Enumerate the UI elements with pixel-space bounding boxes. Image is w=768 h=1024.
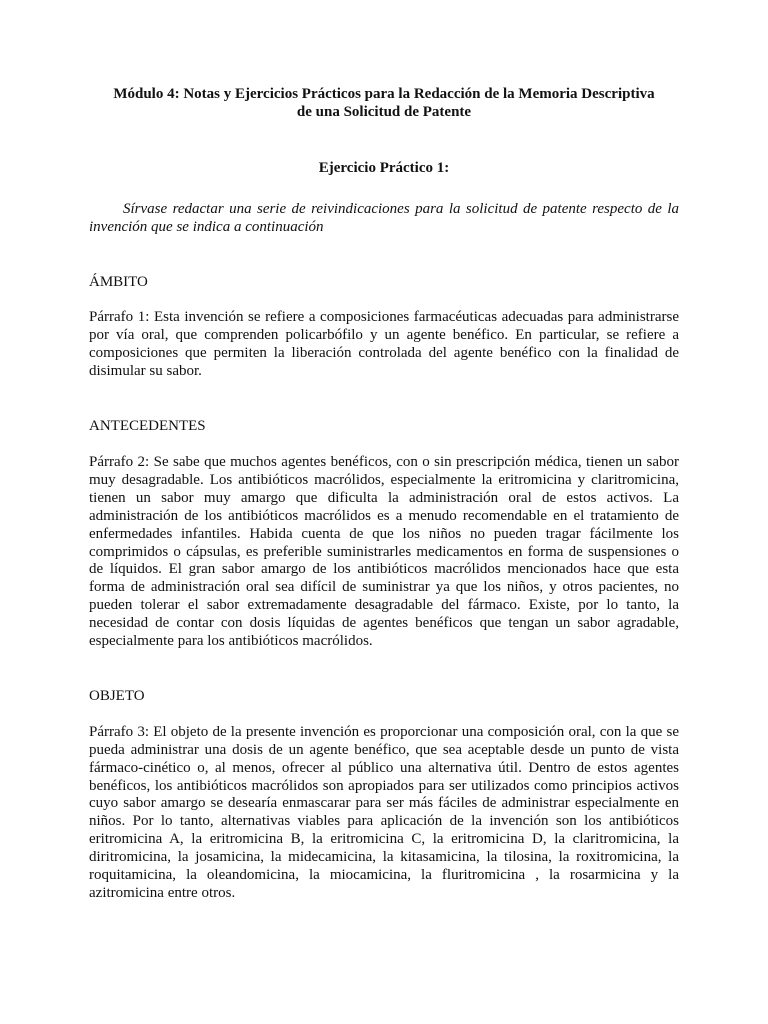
exercise-title: Ejercicio Práctico 1: <box>318 159 450 176</box>
section-heading: OBJETO <box>89 687 145 704</box>
section-paragraph: Párrafo 3: El objeto de la presente invención es proporcionar una composición oral, con la que se pueda administrar una dosis de un agente benéfico, que sea aceptable desde un punto de vista fármaco-cinético o, al menos, ofrecer al público una alternativa útil. Dentro de estos agentes benéficos, los antibióticos macrólidos son apropiados para ser utilizados como principios activos cuyo sabor amargo se desearía enmascarar para ser más fáciles de administrar especialmente en niños. Por lo tanto, alternativas viables para aplicación de la invención son los antibióticos eritromicina A, la eritromicina B, la eritromicina C, la eritromicina D, la claritromicina, la diritromicina, la josamicina, la midecamicina, la kitasamicina, la tilosina, la roxitromicina, la roquitamicina, la oleandomicina, la miocamicina, la fluritromicina , la rosarmicina y la azitromicina entre otros. <box>89 723 679 901</box>
section-ambito <box>89 274 679 382</box>
document-page <box>89 86 679 903</box>
section-heading: ANTECEDENTES <box>89 418 206 435</box>
section-paragraph: Párrafo 2: Se sabe que muchos agentes benéficos, con o sin prescripción médica, tienen un sabor muy desagradable. Los antibióticos macrólidos, especialmente la eritromicina y claritromicina, tienen un sabor muy amargo que dificulta la administración oral de estos activos. La administración de los antibióticos macrólidos es a menudo recomendable en el tratamiento de enfermedades infantiles. Habida cuenta de que los niños no pueden tragar fácilmente los comprimidos o cápsulas, es preferible suministrarles medicamentos en forma de suspensiones o de líquidos. El gran sabor amargo de los antibióticos macrólidos mencionados hace que esta forma de administración oral sea difícil de suministrar ya que los niños, y otros pacientes, no pueden tolerar el sabor extremadamente desagradable del fármaco. Existe, por lo tanto, la necesidad de contar con dosis líquidas de agentes benéficos que tengan un sabor agradable, especialmente para los antibióticos macrólidos. <box>89 453 679 650</box>
exercise-instruction: Sírvase redactar una serie de reivindicaciones para la solicitud de patente respecto de la invención que se indica a continuación <box>89 200 679 235</box>
section-objeto <box>89 688 679 903</box>
section-heading: ÁMBITO <box>89 273 148 290</box>
section-paragraph: Párrafo 1: Esta invención se refiere a composiciones farmacéuticas adecuadas para administrarse por vía oral, que comprenden policarbófilo y un agente benéfico. En particular, se refiere a composiciones que permiten la liberación controlada del agente benéfico con la finalidad de disimular su sabor. <box>89 309 679 380</box>
document-title: Módulo 4: Notas y Ejercicios Prácticos para la Redacción de la Memoria Descriptiva de una Solicitud de Patente <box>113 86 655 120</box>
section-antecedentes <box>89 418 679 651</box>
